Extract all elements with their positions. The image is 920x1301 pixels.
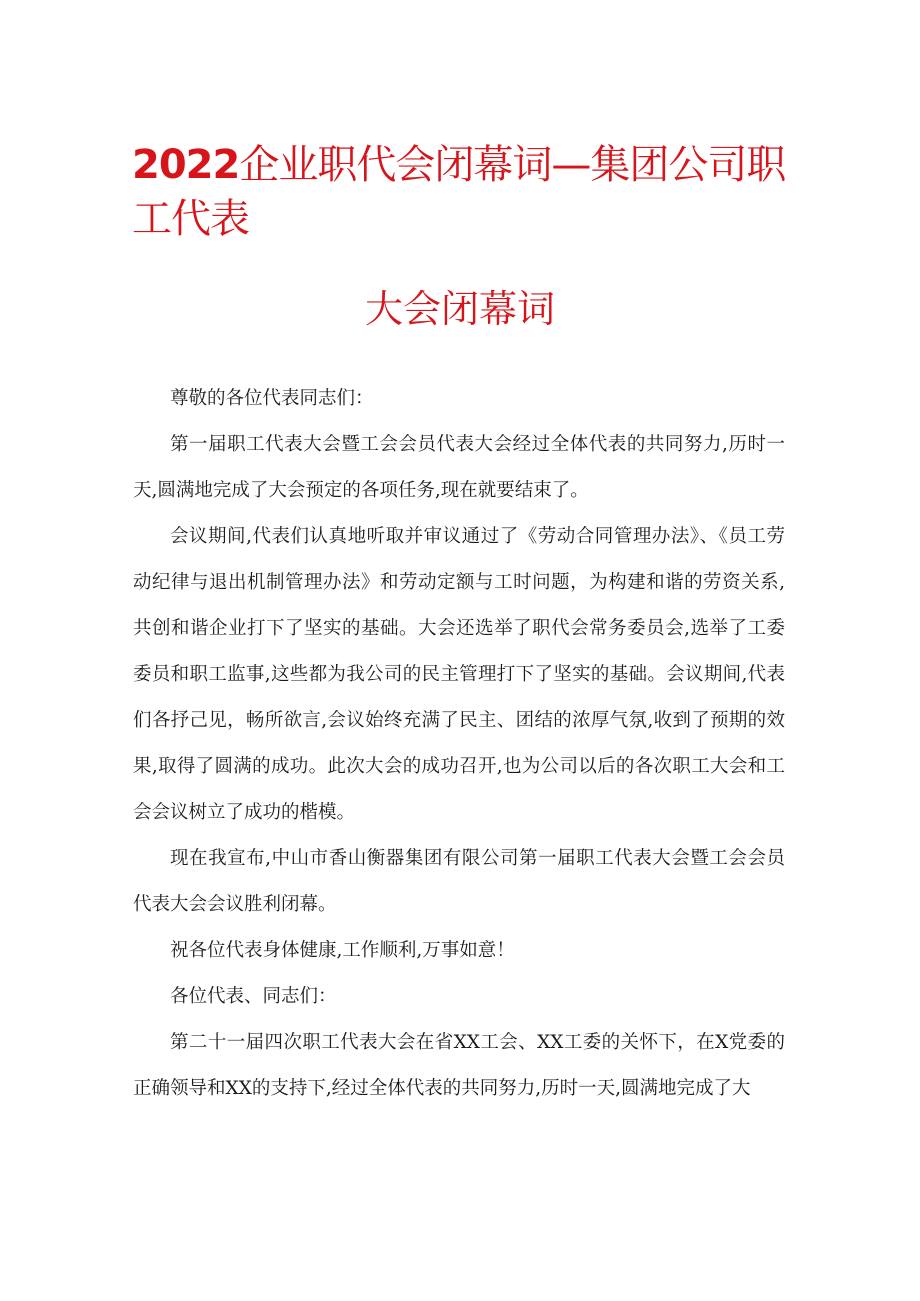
salutation-paragraph: 各位代表、同志们： — [170, 986, 337, 1007]
body-paragraph: 祝各位代表身体健康,工作顺利,万事如意！ — [170, 940, 515, 961]
body-paragraph: 现在我宣布,中山市香山衡器集团有限公司第一届职工代表大会暨工会会员代表大会会议胜利闭幕。 — [133, 848, 785, 915]
body-paragraph: 第一届职工代表大会暨工会会员代表大会经过全体代表的共同努力,历时一天,圆满地完成了大会预定的各项任务,现在就要结束了。 — [133, 434, 785, 501]
document-title — [132, 138, 792, 246]
title-text: 企业职代会闭幕词—集团公司职工代表 — [132, 142, 786, 242]
document-subtitle: 大会闭幕词 — [364, 287, 555, 331]
body-paragraph: 会议期间,代表们认真地听取并审议通过了《劳动合同管理办法》、《员工劳动纪律与退出机制管理办法》和劳动定额与工时问题，为构建和谐的劳资关系,共创和谐企业打下了坚实的基础。大会还选举了职代会常务委员会,选举了工委委员和职工监事,这些都为我公司的民主管理打下了坚实的基础。会议期间,代表们各抒己见，畅所欲言,会议始终充满了民主、团结的浓厚气氛,收到了预期的效果,取得了圆满的成功。此次大会的成功召开,也为公司以后的各次职工大会和工会会议树立了成功的楷模。 — [133, 526, 785, 823]
document-body — [133, 376, 785, 1112]
salutation-paragraph: 尊敬的各位代表同志们： — [170, 388, 374, 409]
title-year: 2022 — [132, 142, 240, 188]
body-paragraph: 第二十一届四次职工代表大会在省XX工会、XX工委的关怀下，在X党委的正确领导和XX的支持下,经过全体代表的共同努力,历时一天,圆满地完成了大 — [133, 1032, 785, 1099]
